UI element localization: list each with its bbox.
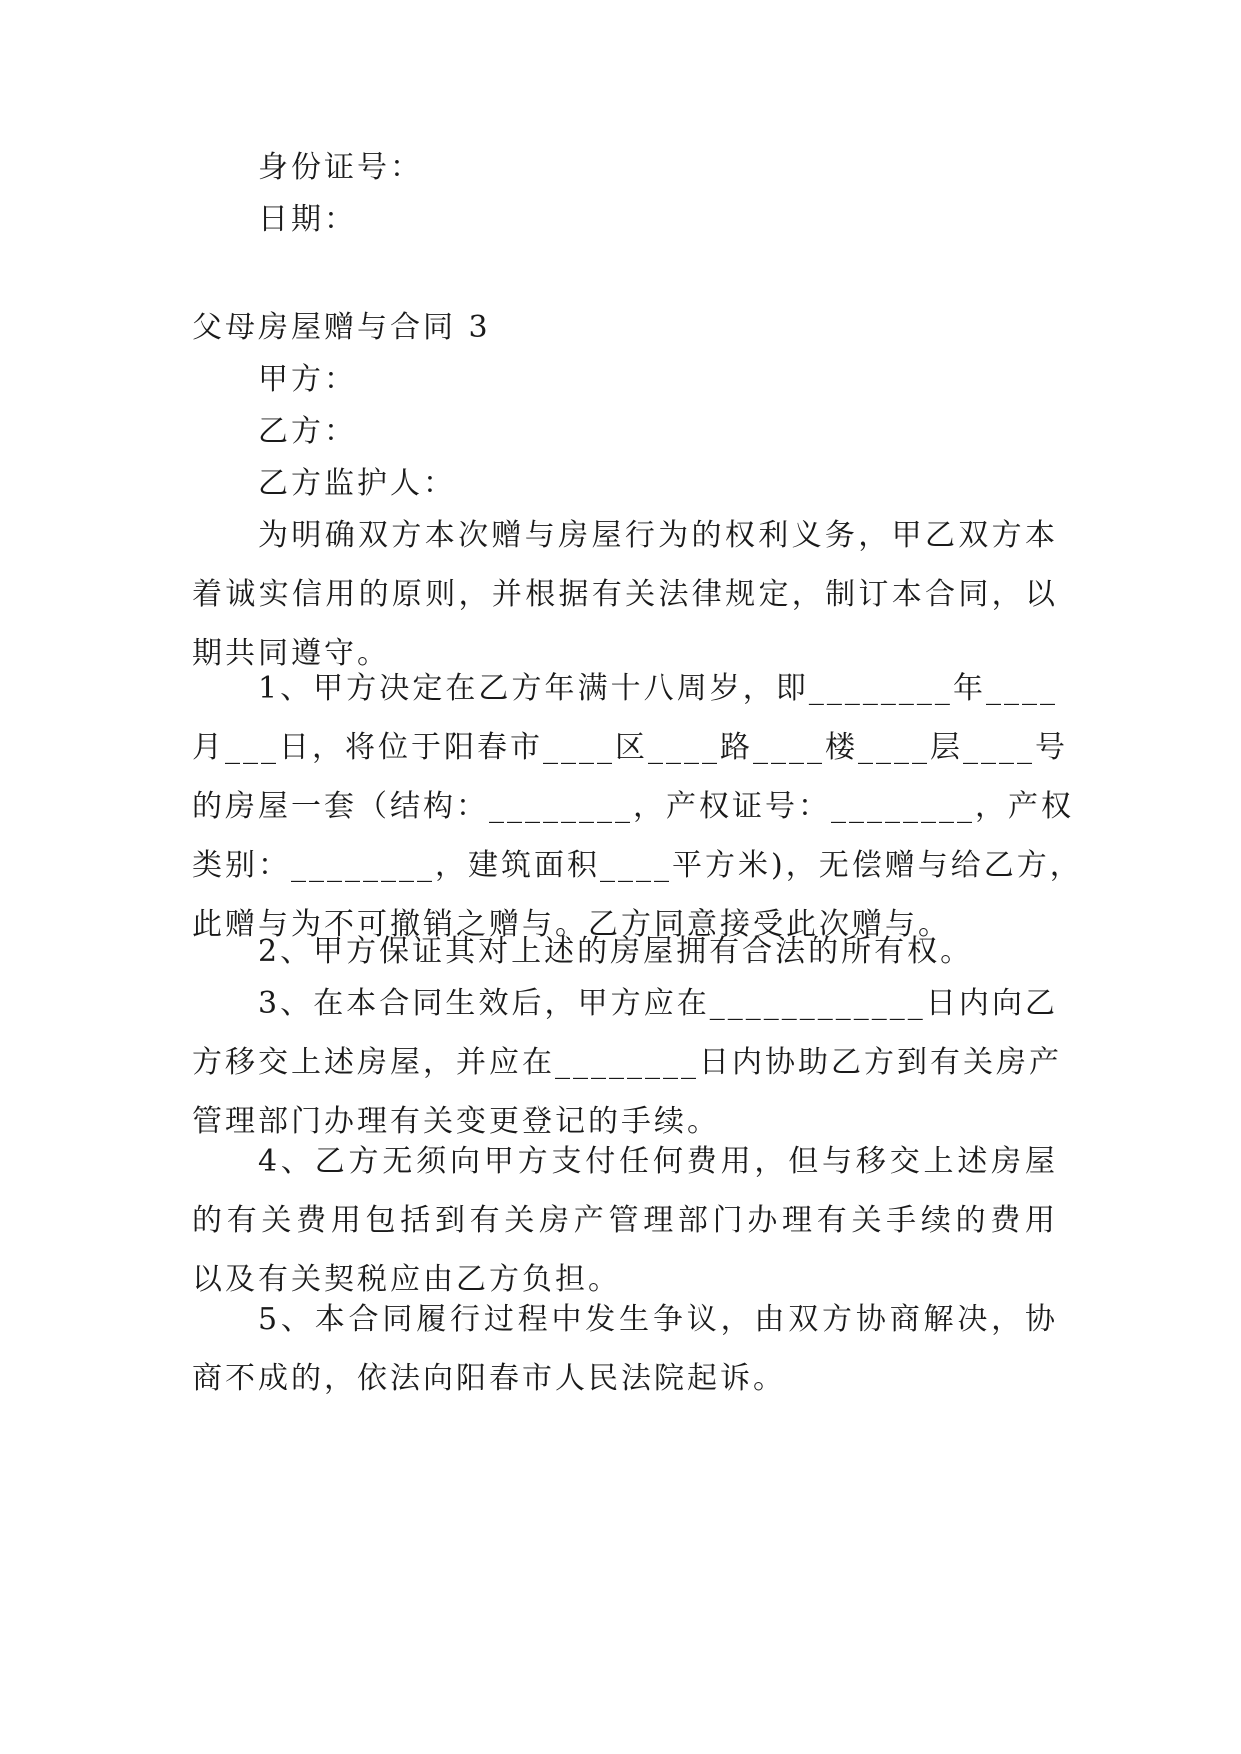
paragraph-line: 商不成的，依法向阳春市人民法院起诉。 bbox=[192, 1361, 786, 1396]
id-number-field: 身份证号： bbox=[258, 150, 423, 185]
date-field: 日期： bbox=[258, 202, 357, 237]
clause-4-paragraph bbox=[192, 1132, 1058, 1309]
paragraph-line: 方移交上述房屋，并应在________日内协助乙方到有关房产 bbox=[192, 1045, 1062, 1080]
paragraph-line: 此赠与为不可撤销之赠与。乙方同意接受此次赠与。 bbox=[192, 907, 951, 942]
paragraph-line: 1、甲方决定在乙方年满十八周岁，即________年____ bbox=[258, 671, 1058, 706]
clause-1-paragraph bbox=[192, 659, 1083, 954]
paragraph-line: 月___日，将位于阳春市____区____路____楼____层____号 bbox=[192, 730, 1068, 765]
paragraph-line: 的有关费用包括到有关房产管理部门办理有关手续的费用 bbox=[192, 1203, 1058, 1238]
paragraph-line: 管理部门办理有关变更登记的手续。 bbox=[192, 1104, 720, 1139]
paragraph-line: 类别：________，建筑面积____平方米)，无偿赠与给乙方， bbox=[192, 848, 1083, 883]
paragraph-line: 3、在本合同生效后，甲方应在____________日内向乙 bbox=[258, 986, 1058, 1021]
paragraph-line: 以及有关契税应由乙方负担。 bbox=[192, 1262, 621, 1297]
paragraph-line: 着诚实信用的原则，并根据有关法律规定，制订本合同，以 bbox=[192, 577, 1058, 612]
paragraph-line: 的房屋一套（结构：________，产权证号：________，产权 bbox=[192, 789, 1074, 824]
paragraph-line: 4、乙方无须向甲方支付任何费用，但与移交上述房屋 bbox=[258, 1144, 1058, 1179]
contract-title: 父母房屋赠与合同 3 bbox=[192, 310, 491, 345]
party-b-field: 乙方： bbox=[258, 414, 357, 449]
party-a-field: 甲方： bbox=[258, 362, 357, 397]
clause-2-paragraph bbox=[192, 922, 1058, 981]
paragraph-line: 期共同遵守。 bbox=[192, 636, 390, 671]
clause-5-paragraph bbox=[192, 1290, 1058, 1408]
clause-3-paragraph bbox=[192, 974, 1062, 1151]
paragraph-line: 5、本合同履行过程中发生争议，由双方协商解决，协 bbox=[258, 1302, 1058, 1337]
party-b-guardian-field: 乙方监护人： bbox=[258, 466, 456, 501]
paragraph-line: 2、甲方保证其对上述的房屋拥有合法的所有权。 bbox=[258, 934, 974, 969]
paragraph-line: 为明确双方本次赠与房屋行为的权利义务，甲乙双方本 bbox=[258, 518, 1058, 553]
preamble-paragraph bbox=[192, 506, 1058, 683]
